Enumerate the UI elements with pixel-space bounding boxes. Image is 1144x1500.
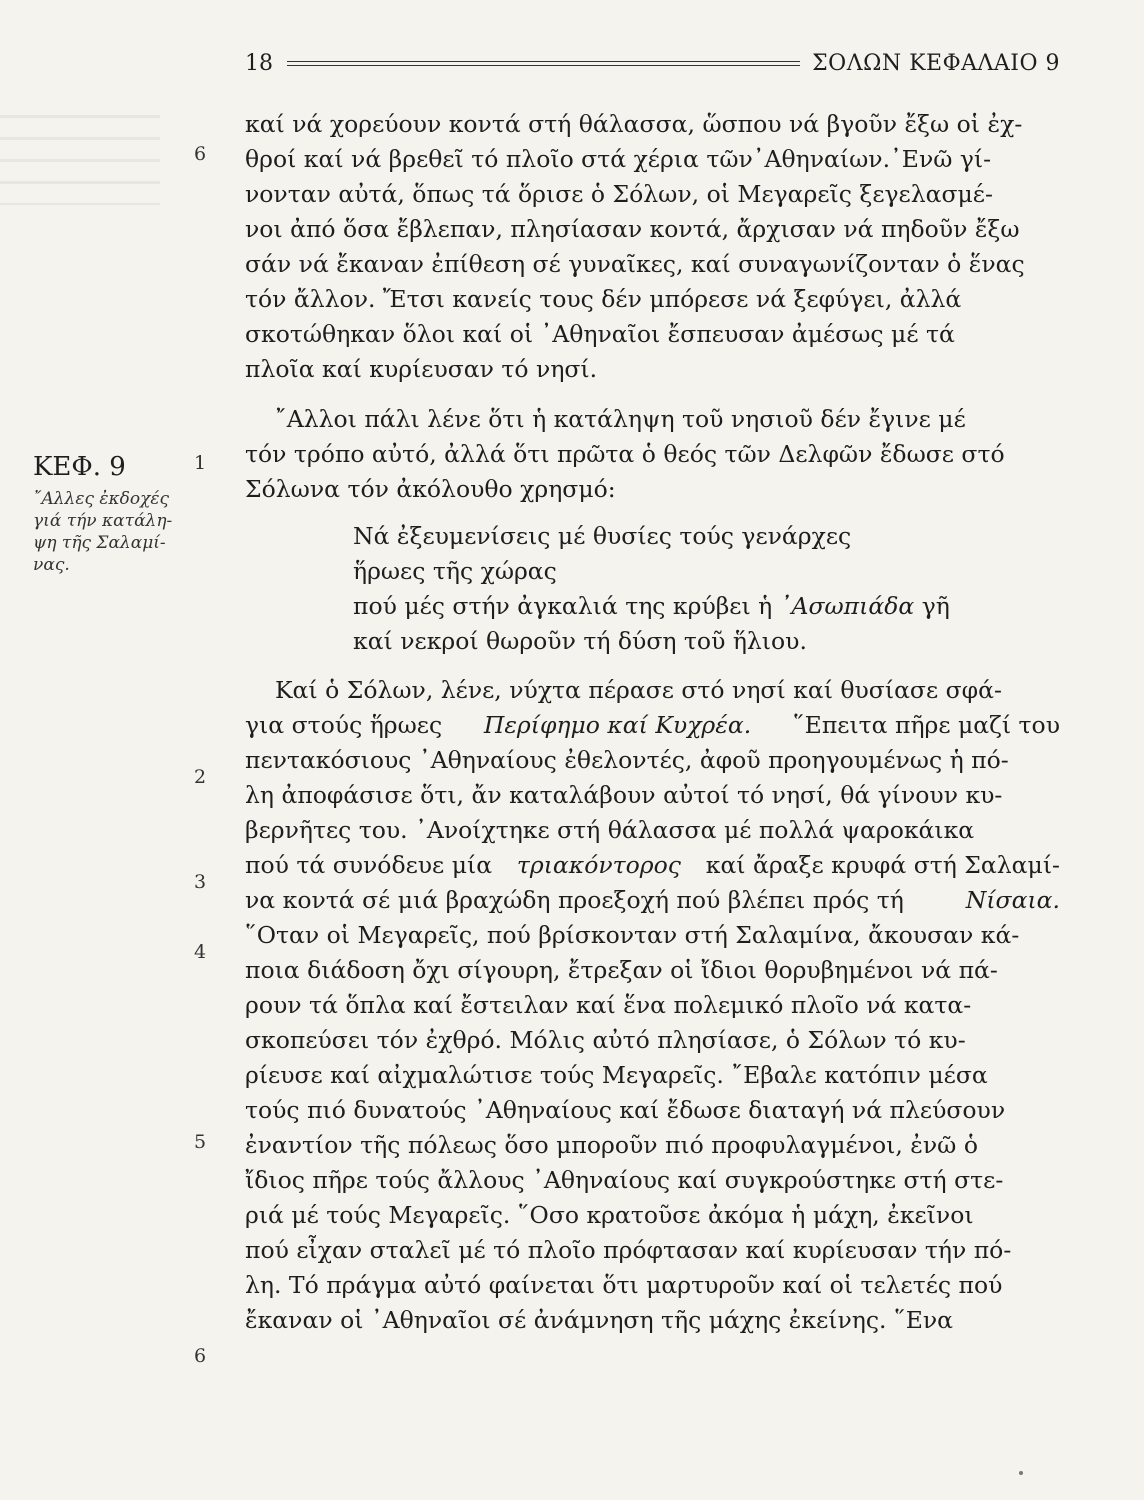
text-line: ριά μέ τούς Μεγαρεῖς. ῞Οσο κρατοῦσε ἀκόμα ἡ μάχη, ἐκεῖνοι [245,1201,974,1229]
margin-number: 4 [194,941,207,963]
page-header [245,48,1060,78]
margin-number: 6 [194,1345,207,1367]
verse-line: ἥρωες τῆς χώρας [353,557,557,585]
verse-line: καί νεκροί θωροῦν τή δύση τοῦ ἥλιου. [353,627,807,655]
text-line: λη. Τό πράγμα αὐτό φαίνεται ὅτι μαρτυροῦν καί οἱ τελετές πού [245,1271,1003,1299]
text-line: ἔκαναν οἱ ᾿Αθηναῖοι σέ ἀνάμνηση τῆς μάχης ἐκείνης. ῞Ενα [245,1306,954,1334]
text-line: Σόλωνα τόν ἀκόλουθο χρησμό: [245,475,616,503]
ship-type-triakontoros: τριακόντορος [516,851,681,879]
text-line [245,708,1060,743]
page-number: 18 [245,50,273,76]
text-line: νοι ἀπό ὅσα ἔβλεπαν, πλησίασαν κοντά, ἄρχισαν νά πηδοῦν ἔξω [245,215,1020,243]
margin-number: 2 [194,766,207,788]
hero-names: Περίφημο καί Κυχρέα. [483,711,752,739]
text-line: ἐναντίον τῆς πόλεως ὅσο μποροῦν πιό προφυλαγμένοι, ἐνῶ ὁ [245,1131,978,1159]
text-line: πλοῖα καί κυρίευσαν τό νησί. [245,355,598,383]
text-line: ποια διάδοση ὄχι σίγουρη, ἔτρεξαν οἱ ἴδιοι θορυβημένοι νά πά- [245,956,998,984]
header-rule-line [287,65,800,66]
speck [1019,1471,1023,1475]
text-segment: να κοντά σέ μιά βραχώδη προεξοχή πού βλέπει πρός τή [245,886,904,914]
text-line: πεντακόσιους ᾿Αθηναίους ἐθελοντές, ἀφοῦ προηγουμένως ἡ πό- [245,746,1009,774]
text-segment: καί ἄραξε κρυφά στή Σαλαμί- [705,851,1060,879]
verse-text: γῆ [921,592,950,620]
margin-number: 6 [194,143,207,165]
header-rule-line [287,61,800,62]
text-line: πού εἶχαν σταλεῖ μέ τό πλοῖο πρόφτασαν καί κυρίευσαν τήν πό- [245,1236,1012,1264]
verse-line: Νά ἐξευμενίσεις μέ θυσίες τούς γενάρχες [353,522,852,550]
header-rule [287,61,800,66]
paragraph-3 [245,673,1060,1338]
text-line: σκοπεύσει τόν ἐχθρό. Μόλις αὐτό πλησίασε, ὁ Σόλων τό κυ- [245,1026,966,1054]
paragraph-2 [245,402,1060,507]
margin-number: 5 [194,1131,207,1153]
place-name-asopiada: ᾿Ασωπιάδα [779,592,915,620]
text-line: Καί ὁ Σόλων, λένε, νύχτα πέρασε στό νησί καί θυσίασε σφά- [275,676,1002,704]
text-line: βερνῆτες του. ᾿Ανοίχτηκε στή θάλασσα μέ πολλά ψαροκάικα [245,816,975,844]
text-line: λη ἀποφάσισε ὅτι, ἄν καταλάβουν αὐτοί τό νησί, θά γίνουν κυ- [245,781,1003,809]
text-line [245,848,1060,883]
text-segment: για στούς ἥρωες [245,711,443,739]
text-line: τούς πιό δυνατούς ᾿Αθηναίους καί ἔδωσε διαταγή νά πλεύσουν [245,1096,1006,1124]
sidenote-line: ῎Αλλες ἐκδοχές [33,489,170,509]
text-line: ρίευσε καί αἰχμαλώτισε τούς Μεγαρεῖς. ῎Εβαλε κατόπιν μέσα [245,1061,988,1089]
verse-text: πού μές στήν ἀγκαλιά της κρύβει ἡ [353,592,773,620]
text-line: τόν τρόπο αὐτό, ἀλλά ὅτι πρῶτα ὁ θεός τῶν Δελφῶν ἔδωσε στό [245,440,1005,468]
text-line: καί νά χορεύουν κοντά στή θάλασσα, ὥσπου νά βγοῦν ἔξω οἱ ἐχ- [245,110,1023,138]
text-line: θροί καί νά βρεθεῖ τό πλοῖο στά χέρια τῶν᾿Αθηναίων.᾿Ενῶ γί- [245,145,992,173]
margin-number: 3 [194,871,207,893]
running-head: ΣΟΛΩΝ ΚΕΦΑΛΑΙΟ 9 [812,50,1060,76]
text-line: νονταν αὐτά, ὅπως τά ὅρισε ὁ Σόλων, οἱ Μεγαρεῖς ξεγελασμέ- [245,180,993,208]
text-line: σάν νά ἔκαναν ἐπίθεση σέ γυναῖκες, καί συναγωνίζονταν ὁ ἕνας [245,250,1025,278]
text-line: ῞Οταν οἱ Μεγαρεῖς, πού βρίσκονταν στή Σαλαμίνα, ἄκουσαν κά- [245,921,1020,949]
text-line: τόν ἄλλον. Ἔτσι κανείς τους δέν μπόρεσε νά ξεφύγει, ἀλλά [245,285,962,313]
text-line: ἴδιος πῆρε τούς ἄλλους ᾿Αθηναίους καί συγκρούστηκε στή στε- [245,1166,1004,1194]
paragraph-gap [245,387,1060,402]
sidenote-line: ψη τῆς Σαλαμί- [33,533,166,553]
text-segment: πού τά συνόδευε μία [245,851,493,879]
margin-number: 1 [194,452,207,474]
oracle-verse [245,519,1060,659]
body-text [245,107,1060,1338]
text-line: ῎Αλλοι πάλι λένε ὅτι ἡ κατάληψη τοῦ νησιοῦ δέν ἔγινε μέ [275,405,966,433]
sidenote-line: νας. [33,555,70,575]
chapter-label: ΚΕΦ. 9 [33,452,126,482]
sidenote-line: γιά τήν κατάλη- [33,511,173,531]
verse-line [353,589,1060,624]
text-line [245,883,1060,918]
text-line: ρουν τά ὅπλα καί ἔστειλαν καί ἕνα πολεμικό πλοῖο νά κατα- [245,991,972,1019]
paragraph-1 [245,107,1060,387]
bleed-through-text [0,115,160,205]
text-line: σκοτώθηκαν ὅλοι καί οἱ ᾿Αθηναῖοι ἔσπευσαν ἀμέσως μέ τά [245,320,955,348]
sidenote [33,488,172,576]
place-name-nisaia: Νίσαια. [965,886,1060,914]
text-segment: ῞Επειτα πῆρε μαζί του [792,711,1060,739]
